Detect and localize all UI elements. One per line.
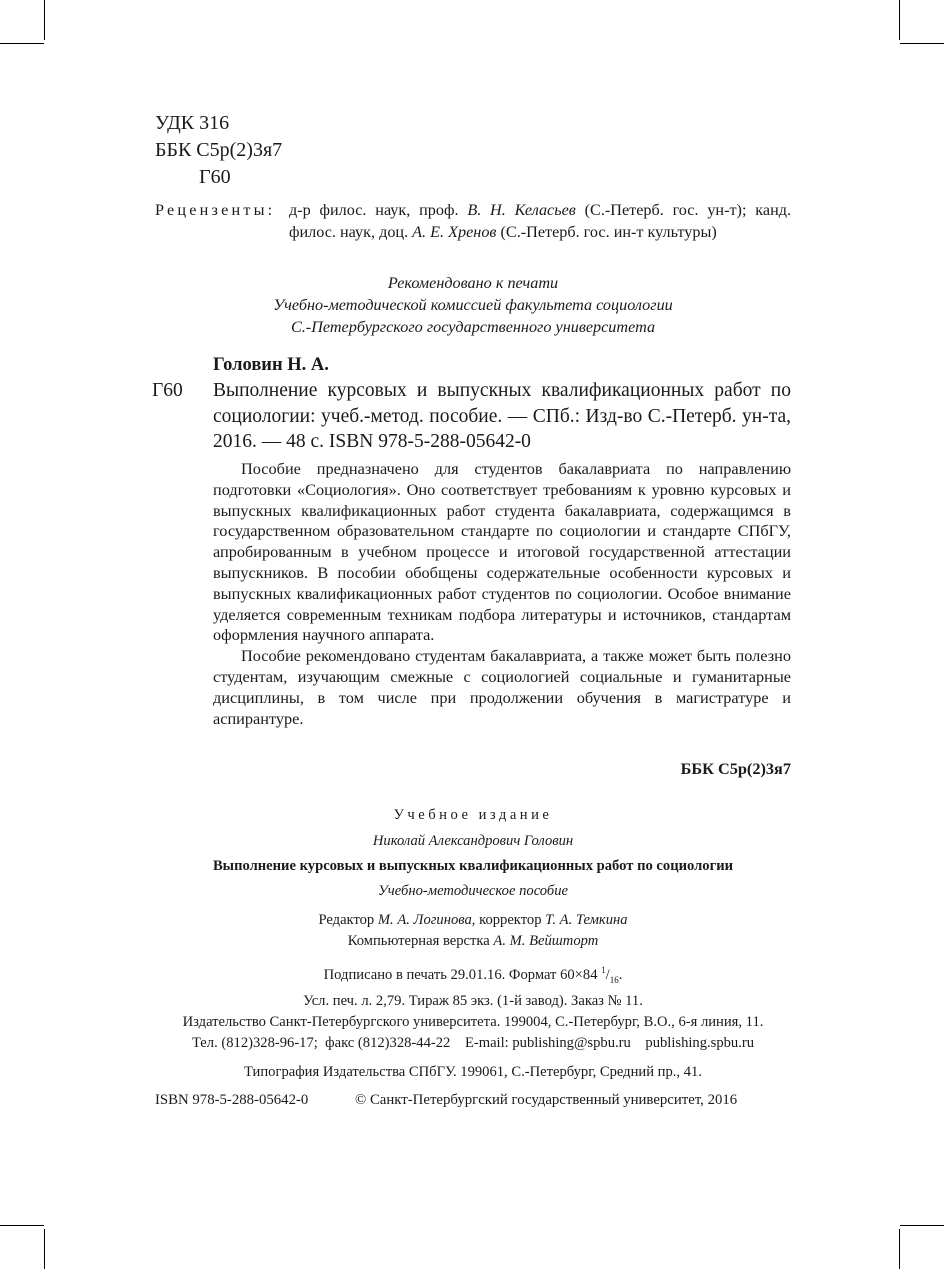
fax: факс (812)328-44-22 (325, 1034, 451, 1051)
phone: Тел. (812)328-96-17; (191, 1034, 318, 1051)
layout-label: Компьютерная верстка (347, 933, 490, 949)
signed-end: . (618, 966, 623, 983)
crop-mark-bottom-left-h (0, 1225, 44, 1226)
crop-mark-top-left-h (0, 43, 44, 44)
signed-line (155, 960, 791, 991)
catalog-bbk-code: ББК С5р(2)3я7 (680, 759, 791, 778)
footer-copyright: © Санкт-Петербургский государственный университет, 2016 (355, 1092, 738, 1108)
reviewer-2-affiliation: (С.-Петерб. гос. ин-т культуры) (500, 223, 717, 241)
printing-house: Типография Издательства СПбГУ. 199061, С.-Петербург, Средний пр., 41. (244, 1063, 702, 1080)
reviewers-list (289, 199, 791, 243)
catalog-author-mark: Г60 (152, 380, 183, 401)
print-info: Усл. печ. л. 2,79. Тираж 85 экз. (1-й завод). Заказ № 11. (303, 992, 643, 1009)
format-denominator: 16 (609, 974, 619, 985)
reviewer-2-title: канд. филос. наук, доц. (289, 201, 792, 241)
website[interactable]: publishing.spbu.ru (645, 1034, 755, 1051)
book-genre: Учебно-методическое пособие (377, 883, 569, 899)
editor-line (155, 910, 791, 931)
reviewer-1-affiliation: (С.-Петерб. гос. ун-т); (584, 201, 747, 219)
recommendation-line-2: Учебно-методической комиссией факультета социологии (273, 296, 673, 314)
corrector-name: Т. А. Темкина (545, 912, 628, 928)
editor-name: М. А. Логинова (377, 912, 472, 928)
recommendation-line-3: С.-Петербургского государственного университета (290, 318, 656, 336)
udk-code: УДК 316 (155, 112, 230, 134)
recommendation-block (155, 272, 791, 338)
crop-mark-top-right-h (900, 43, 944, 44)
edition-type: Учебное издание (393, 807, 553, 823)
recommendation-line-1: Рекомендовано к печати (387, 274, 559, 292)
contacts-line (155, 1033, 791, 1054)
book-title: Выполнение курсовых и выпускных квалификационных работ по социологии (212, 858, 734, 874)
reviewers-label: Рецензенты: (155, 201, 276, 219)
author-full-name: Николай Александрович Головин (372, 833, 574, 849)
reviewer-1-name: В. Н. Келасьев (467, 201, 576, 219)
email[interactable]: E-mail: publishing@spbu.ru (464, 1034, 631, 1051)
format-separator: / (605, 966, 610, 983)
crop-mark-top-right (899, 0, 900, 40)
crop-mark-bottom-left (44, 1229, 45, 1269)
reviewer-2-name: А. Е. Хренов (412, 223, 497, 241)
crop-mark-top-left (44, 0, 45, 40)
corrector-label: , корректор (471, 912, 542, 928)
imprint-block (155, 807, 791, 1081)
bbk-code: ББК С5р(2)3я7 (155, 139, 283, 161)
catalog-abstract (213, 459, 791, 729)
signed-text: Подписано в печать 29.01.16. Формат 60×84 (323, 966, 598, 983)
crop-mark-bottom-right (899, 1229, 900, 1269)
reviewers-block (155, 199, 791, 243)
catalog-author-heading: Головин Н. А. (213, 355, 329, 375)
catalog-citation: Выполнение курсовых и выпускных квалификационных работ по социологии: учеб.-метод. пособие. — СПб.: Изд-во С.-Петерб. ун-та, 2016. — 48 с. ISBN 978-5-288-05642-0 (213, 380, 791, 452)
reviewer-1-title: д-р филос. наук, проф. (289, 201, 459, 219)
abstract-paragraph-2: Пособие рекомендовано студентам бакалавриата, а также может быть полезно студентам, изучающим смежные с социологией социальные и гуманитарные дисциплины, в том числе при продолжении обучения в магистратуре и аспирантуре. (213, 646, 791, 728)
crop-mark-bottom-right-h (900, 1225, 944, 1226)
classification-block (155, 110, 282, 191)
abstract-paragraph-1: Пособие предназначено для студентов бакалавриата по направлению подготовки «Социология». Оно соответствует требованиям к уровню курсовых и выпускных квалификационных работ студента бакалавриата, содержащимся в государственном образовательном стандарте по социологии и стандарте СПбГУ, апробированным в учебном процессе и итоговой государственной аттестации выпускников. В пособии обобщены содержательные особенности курсовых и выпускных квалификационных работ студентов по социологии. Особое внимание уделяется современным техникам подбора литературы и источников, стандартам оформления научного аппарата. (213, 459, 791, 645)
layout-name: А. М. Вейшторт (493, 933, 599, 949)
publisher-address: Издательство Санкт-Петербургского университета. 199004, С.-Петербург, В.О., 6-я линия, 11. (182, 1013, 764, 1030)
editor-label: Редактор (318, 912, 375, 928)
author-mark: Г60 (199, 166, 231, 188)
format-numerator: 1 (601, 965, 606, 975)
footer-isbn: ISBN 978-5-288-05642-0 (155, 1092, 309, 1108)
layout-line (155, 931, 791, 952)
